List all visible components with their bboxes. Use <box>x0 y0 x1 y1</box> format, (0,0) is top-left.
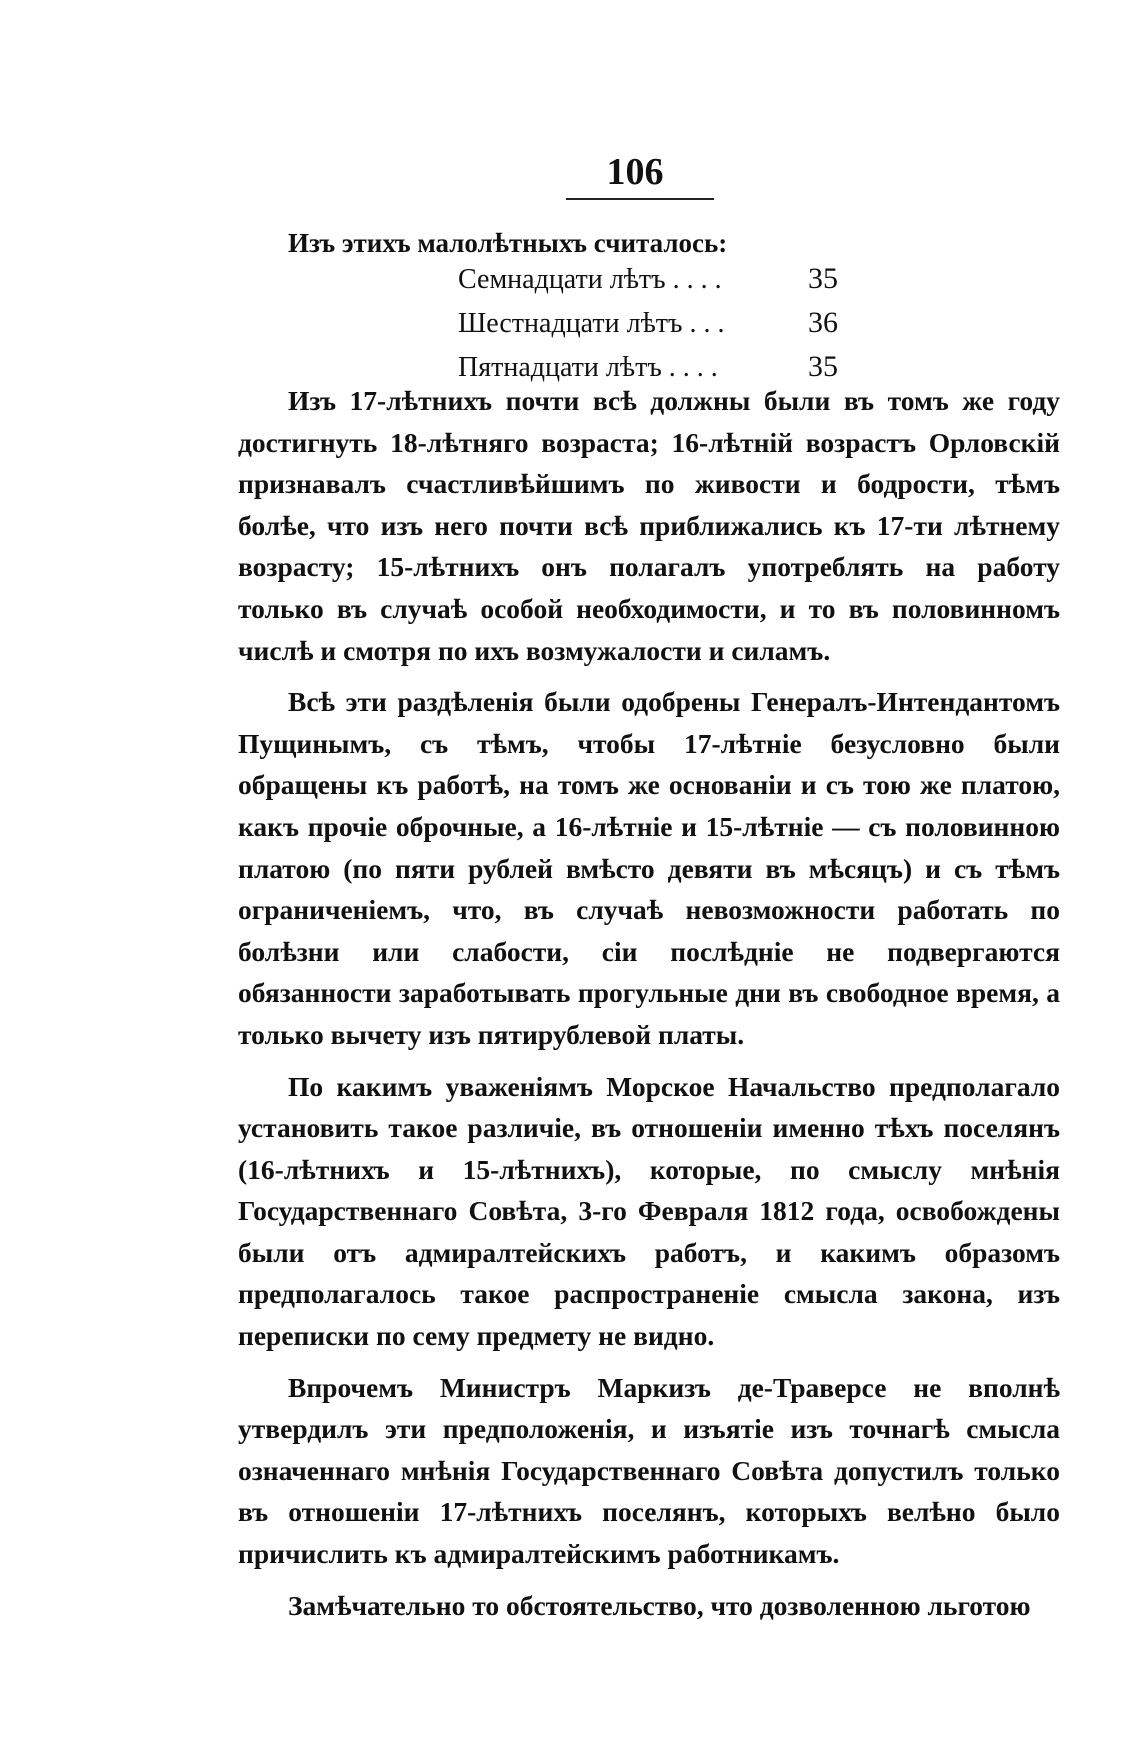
paragraph: Всѣ эти раздѣленія были одобрены Генералъ-Интендантомъ Пущинымъ, съ тѣмъ, чтобы 17-лѣтніе безусловно были обращены къ работѣ, на томъ же основаніи и съ тою же платою, какъ прочіе оброчные, а 16-лѣтніе и 15-лѣтніе — съ половинною платою (по пяти рублей вмѣсто девяти въ мѣсяцъ) и съ тѣмъ ограниченіемъ, что, въ случаѣ невозможности работать по болѣзни или слабости, сіи послѣдніе не подвергаются обязанности заработывать прогульные дни въ свободное время, а только вычету изъ пятирублевой платы. <box>238 686 1060 1050</box>
age-tally <box>458 262 838 394</box>
paragraph: По какимъ уваженіямъ Морское Начальство предполагало установить такое различіе, въ отношеніи именно тѣхъ поселянъ (16-лѣтнихъ и 15-лѣтнихъ), которые, по смыслу мнѣнія Государственнаго Совѣта, 3-го Февраля 1812 года, освобождены были отъ адмиралтейскихъ работъ, и какимъ образомъ предполагалось такое распространеніе смысла закона, изъ переписки по сему предмету не видно. <box>238 1070 1060 1352</box>
paragraph: Замѣчательно то обстоятельство, что дозволенною льготою <box>288 1589 1031 1621</box>
tally-label: Семнадцати лѣтъ . . . . <box>458 264 722 295</box>
paragraph: Впрочемъ Министръ Маркизъ де-Траверсе не вполнѣ утвердилъ эти предположенія, и изъятіе изъ точнагѣ смысла означеннаго мнѣнія Государственнаго Совѣта допустилъ только въ отношеніи 17-лѣтнихъ поселянъ, которыхъ велѣно было причислить къ адмиралтейскимъ работникамъ. <box>238 1371 1060 1570</box>
paragraph: Изъ 17-лѣтнихъ почти всѣ должны были въ томъ же году достигнуть 18-лѣтняго возраста; 16-лѣтній возрастъ Орловскій признавалъ счастливѣйшимъ по живости и бодрости, тѣмъ болѣе, что изъ него почти всѣ приближались къ 17-ти лѣтнему возрасту; 15-лѣтнихъ онъ полагалъ употреблять на работу только въ случаѣ особой необходимости, и то въ половинномъ числѣ и смотря по ихъ возмужалости и силамъ. <box>238 385 1060 666</box>
body-text <box>238 380 1060 1636</box>
tally-value: 35 <box>808 350 838 383</box>
tally-row <box>458 262 838 306</box>
tally-value: 36 <box>808 306 838 339</box>
tally-label: Пятнадцати лѣтъ . . . . <box>458 352 718 383</box>
page-number: 106 <box>606 151 664 193</box>
tally-row <box>458 306 838 350</box>
intro-line: Изъ этихъ малолѣтныхъ считалось: <box>288 228 728 258</box>
tally-value: 35 <box>808 262 838 295</box>
header-rule <box>566 198 714 200</box>
tally-label: Шестнадцати лѣтъ . . . <box>458 308 725 339</box>
